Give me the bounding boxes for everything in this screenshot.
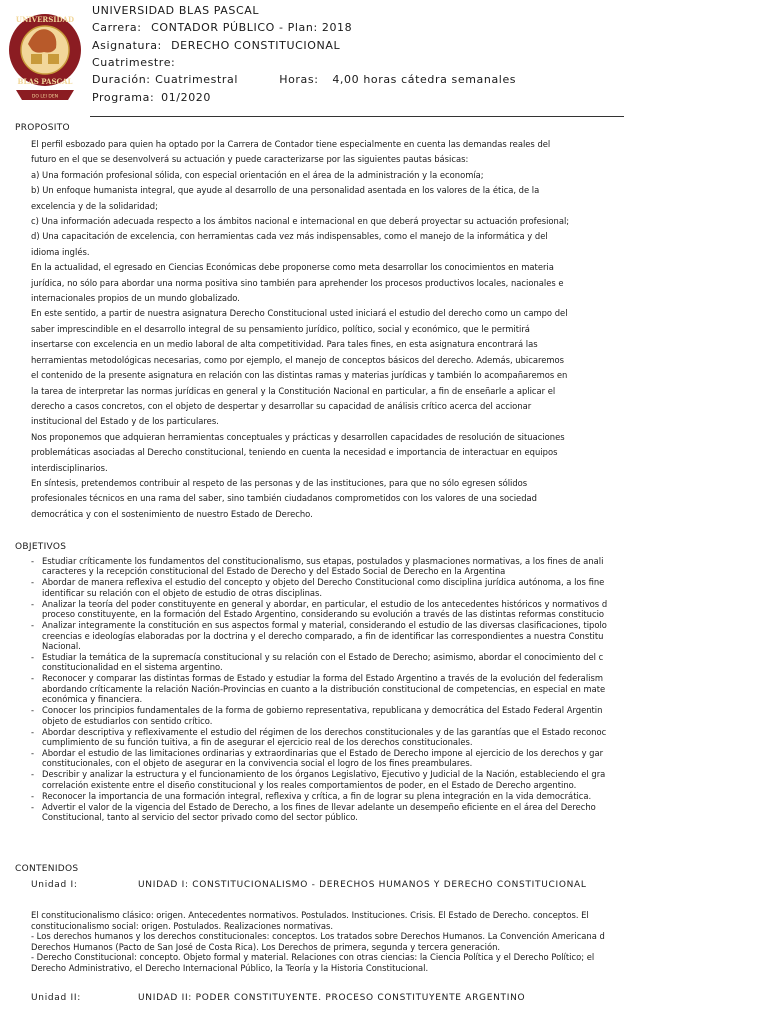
bullet-dash: - <box>31 769 35 780</box>
cuatrimestre-row <box>92 56 175 70</box>
proposito-line: idioma inglés. <box>31 246 90 257</box>
proposito-body <box>31 137 591 522</box>
bullet-dash: - <box>31 598 35 609</box>
contenidos-title: CONTENIDOS <box>15 864 79 874</box>
duracion-label: Duración: <box>92 73 151 86</box>
bullet-dash: - <box>31 790 35 801</box>
objetivo-line: caracteres y la recepción constitucional del Estado de Derecho y del Estado Social de Derecho en la Argentina <box>42 566 506 577</box>
unit-1-description <box>31 910 626 974</box>
proposito-line: problemáticas asociadas al Derecho constitucional, teniendo en cuenta la necesidad e importancia de interactuar en equipos <box>31 447 558 458</box>
objetivo-line: Abordar de manera reflexiva el estudio del concepto y objeto del Derecho Constitucional como disciplina jurídica autónoma, a los fine <box>42 577 605 588</box>
logo-bottom-text: BLAS PASCAL <box>17 77 73 86</box>
objetivo-item <box>31 705 626 726</box>
unit-2-heading <box>31 993 526 1003</box>
logo-top-text: UNIVERSIDAD <box>15 15 75 24</box>
objetivo-item <box>31 620 626 651</box>
university-seal-logo <box>6 4 84 112</box>
proposito-line: democrática y con el sostenimiento de nuestro Estado de Derecho. <box>31 508 313 519</box>
objetivo-line: Advertir el valor de la vigencia del Estado de Derecho, a los fines de llevar adelante un desempeño eficiente en el área del Derecho <box>42 801 596 812</box>
cuatrimestre-label: Cuatrimestre: <box>92 56 176 69</box>
bullet-dash: - <box>31 748 35 759</box>
proposito-line: internacionales propios de un mundo globalizado. <box>31 293 240 304</box>
proposito-line: En síntesis, pretendemos contribuir al respeto de las personas y de las instituciones, para que no sólo egresen sólidos <box>31 477 528 488</box>
objetivo-item <box>31 748 626 769</box>
proposito-line: la tarea de interpretar las normas jurídicas en general y la Constitución Nacional en particular, a fin de enseñarle a aplicar el <box>31 385 556 396</box>
objetivos-title: OBJETIVOS <box>15 542 67 552</box>
proposito-line: En la actualidad, el egresado en Ciencias Económicas debe proponerse como meta desarrollar los conocimientos en materia <box>31 262 554 273</box>
objetivo-line: objeto de estudiarlos con sentido crítico. <box>42 715 213 726</box>
objetivo-item <box>31 577 626 598</box>
institution-name: UNIVERSIDAD BLAS PASCAL <box>92 4 260 17</box>
objetivo-line: Abordar el estudio de las limitaciones ordinarias y extraordinarias que el Estado de Derecho impone al ejercicio de los derechos y gar <box>42 748 604 759</box>
unit-1-name: UNIDAD I: CONSTITUCIONALISMO - DERECHOS HUMANOS Y DERECHO CONSTITUCIONAL <box>138 880 587 890</box>
asignatura-label: Asignatura: <box>92 39 162 52</box>
unit-2-label: Unidad II: <box>31 993 81 1003</box>
unit-1-label: Unidad I: <box>31 880 78 890</box>
duracion-value: Cuatrimestral <box>155 73 239 86</box>
proposito-line: Nos proponemos que adquieran herramientas conceptuales y prácticas y desarrollen capacidades de resolución de situaciones <box>31 431 565 442</box>
logo-banner-text: DO LEI DEN <box>31 94 59 100</box>
programa-label: Programa: <box>92 91 155 104</box>
objetivo-item <box>31 802 626 823</box>
proposito-line: En este sentido, a partir de nuestra asignatura Derecho Constitucional usted iniciará el estudio del derecho como un campo del <box>31 308 568 319</box>
programa-value: 01/2020 <box>161 91 212 104</box>
objetivo-line: Abordar descriptiva y reflexivamente el estudio del régimen de los derechos constitucionales y de las garantías que el Estado reconoc <box>42 726 607 737</box>
objetivos-list <box>31 556 626 823</box>
proposito-line: insertarse con excelencia en un medio laboral de alta competitividad. Para tales fines, en esta asignatura encontrará las <box>31 339 538 350</box>
proposito-line: institucional del Estado y de los particulares. <box>31 416 219 427</box>
unit-1-line: - Los derechos humanos y los derechos constitucionales: conceptos. Los tratados sobre Derechos Humanos. La Convención Americana d <box>31 931 605 942</box>
bullet-dash: - <box>31 652 35 663</box>
proposito-line: profesionales técnicos en una rama del saber, sino también ciudadanos comprometidos con los valores de una sociedad <box>31 493 537 504</box>
asignatura-row <box>92 39 340 53</box>
objetivo-line: proceso constituyente, en la formación del Estado Argentino, considerando su evolución a través de las distintas reformas constitucio <box>42 609 605 620</box>
objetivo-line: Estudiar críticamente los fundamentos del constitucionalismo, sus etapas, postulados y plasmaciones normativas, a los fines de anali <box>42 556 604 566</box>
bullet-dash: - <box>31 556 35 566</box>
carrera-value: CONTADOR PÚBLICO - Plan: 2018 <box>151 21 353 34</box>
horas-label: Horas: <box>279 73 319 86</box>
proposito-line: excelencia y de la solidaridad; <box>31 200 158 211</box>
objetivo-line: constitucionalidad en el sistema argentino. <box>42 662 223 673</box>
duracion-row <box>92 73 516 87</box>
objetivo-line: abordando críticamente la relación Nación-Provincias en cuanto a la distribución constitucional de competencias, en especial en mate <box>42 683 606 694</box>
proposito-line: b) Un enfoque humanista integral, que ayude al desarrollo de una personalidad asentada en los valores de la ética, de la <box>31 185 540 196</box>
proposito-line: herramientas metodológicas necesarias, como por ejemplo, el manejo de conceptos básicos del derecho. Además, ubicaremos <box>31 354 565 365</box>
proposito-line: el contenido de la presente asignatura en relación con las distintas ramas y materias jurídicas y también lo acompañaremos en <box>31 370 568 381</box>
objetivo-line: identificar su relación con el objeto de estudio de otras disciplinas. <box>42 587 323 598</box>
proposito-title: PROPOSITO <box>15 123 70 133</box>
bullet-dash: - <box>31 705 35 716</box>
asignatura-value: DERECHO CONSTITUCIONAL <box>171 39 341 52</box>
proposito-line: a) Una formación profesional sólida, con especial orientación en el área de la administración y la economía; <box>31 169 484 180</box>
objetivo-line: Describir y analizar la estructura y el funcionamiento de los órganos Legislativo, Ejecutivo y Judicial de la Nación, estableciendo el gra <box>42 769 606 780</box>
objetivo-line: Reconocer la importancia de una formación integral, reflexiva y crítica, a fin de lograr su plena integración en la vida democrática. <box>42 790 592 801</box>
horas-value: 4,00 horas cátedra semanales <box>332 73 517 86</box>
objetivo-item <box>31 556 626 577</box>
programa-row <box>92 91 211 105</box>
objetivo-line: Conocer los principios fundamentales de la forma de gobierno representativa, republicana y democrática del Estado Federal Argentin <box>42 705 603 716</box>
header-divider <box>90 116 624 117</box>
objetivo-line: Estudiar la temática de la supremacía constitucional y su relación con el Estado de Derecho; asimismo, abordar el conocimiento del c <box>42 652 604 663</box>
objetivo-item <box>31 673 626 704</box>
objetivo-item <box>31 769 626 790</box>
unit-1-line: El constitucionalismo clásico: origen. Antecedentes normativos. Postulados. Instituciones. Crisis. El Estado de Derecho. conceptos. El <box>31 910 589 920</box>
objetivo-line: Analizar integramente la constitución en sus aspectos formal y material, considerando el estudio de las diversas clasificaciones, tipolo <box>42 620 607 631</box>
bullet-dash: - <box>31 577 35 588</box>
document-header <box>0 0 768 118</box>
objetivo-line: Reconocer y comparar las distintas formas de Estado y estudiar la forma del Estado Argentino a través de la evolución del federalism <box>42 673 603 684</box>
objetivo-line: creencias e ideologías elaboradas por la doctrina y el derecho comparado, a fin de identificar las correspondientes a nuestra Constitu <box>42 630 604 641</box>
proposito-line: jurídica, no sólo para abordar una norma positiva sino también para aprehender los procesos productivos locales, nacionales e <box>31 277 564 288</box>
unit-1-line: constitucionalismo social: origen. Postulados. Realizaciones normativas. <box>31 920 334 931</box>
objetivo-item <box>31 652 626 673</box>
objetivo-line: Analizar la teoría del poder constituyente en general y abordar, en particular, el estudio de los antecedentes históricos y normativos d <box>42 598 608 609</box>
objetivo-item <box>31 599 626 620</box>
objetivo-line: constitucionales, con el objeto de asegurar en la convivencia social el logro de los fines preambulares. <box>42 758 473 769</box>
objetivo-line: cumplimiento de su función tuitiva, a fin de asegurar el ejercicio real de los derechos constitucionales. <box>42 737 473 748</box>
objetivo-item <box>31 727 626 748</box>
unit-1-line: - Derecho Constitucional: concepto. Objeto formal y material. Relaciones con otras ciencias: la Ciencia Política y el Derecho Político; el <box>31 952 595 963</box>
unit-1-line: Derecho Administrativo, el Derecho Internacional Público, la Teoría y la Historia Constitucional. <box>31 962 429 973</box>
objetivo-line: Nacional. <box>42 641 81 652</box>
objetivo-item <box>31 791 626 801</box>
bullet-dash: - <box>31 620 35 631</box>
objetivo-line: Constitucional, tanto al servicio del sector privado como del sector público. <box>42 812 358 823</box>
bullet-dash: - <box>31 673 35 684</box>
carrera-label: Carrera: <box>92 21 142 34</box>
proposito-line: d) Una capacitación de excelencia, con herramientas cada vez más indispensables, como el manejo de la informática y del <box>31 231 548 242</box>
carrera-row <box>92 21 352 35</box>
proposito-line: saber imprescindible en el desarrollo integral de su pensamiento jurídico, político, social y económico, que le permitirá <box>31 323 530 334</box>
unit-1-line: Derechos Humanos (Pacto de San José de Costa Rica). Los Derechos de primera, segunda y tercera generación. <box>31 941 501 952</box>
proposito-line: derecho a casos concretos, con el objeto de despertar y desarrollar su capacidad de análisis crítico acerca del accionar <box>31 400 532 411</box>
objetivo-line: económica y financiera. <box>42 694 143 705</box>
bullet-dash: - <box>31 801 35 812</box>
unit-1-heading <box>31 880 587 890</box>
unit-2-name: UNIDAD II: PODER CONSTITUYENTE. PROCESO CONSTITUYENTE ARGENTINO <box>138 993 526 1003</box>
proposito-line: futuro en el que se desenvolverá su actuación y puede caracterizarse por las siguientes pautas básicas: <box>31 154 469 165</box>
objetivo-line: correlación existente entre el diseño constitucional y los reales comportamientos de poder, en el Estado de Derecho argentino. <box>42 779 577 790</box>
proposito-line: interdisciplinarios. <box>31 462 108 473</box>
bullet-dash: - <box>31 726 35 737</box>
proposito-line: El perfil esbozado para quien ha optado por la Carrera de Contador tiene especialmente en cuenta las demandas reales del <box>31 139 551 149</box>
proposito-line: c) Una información adecuada respecto a los ámbitos nacional e internacional en que deberá proyectar su actuación profesional; <box>31 216 570 227</box>
